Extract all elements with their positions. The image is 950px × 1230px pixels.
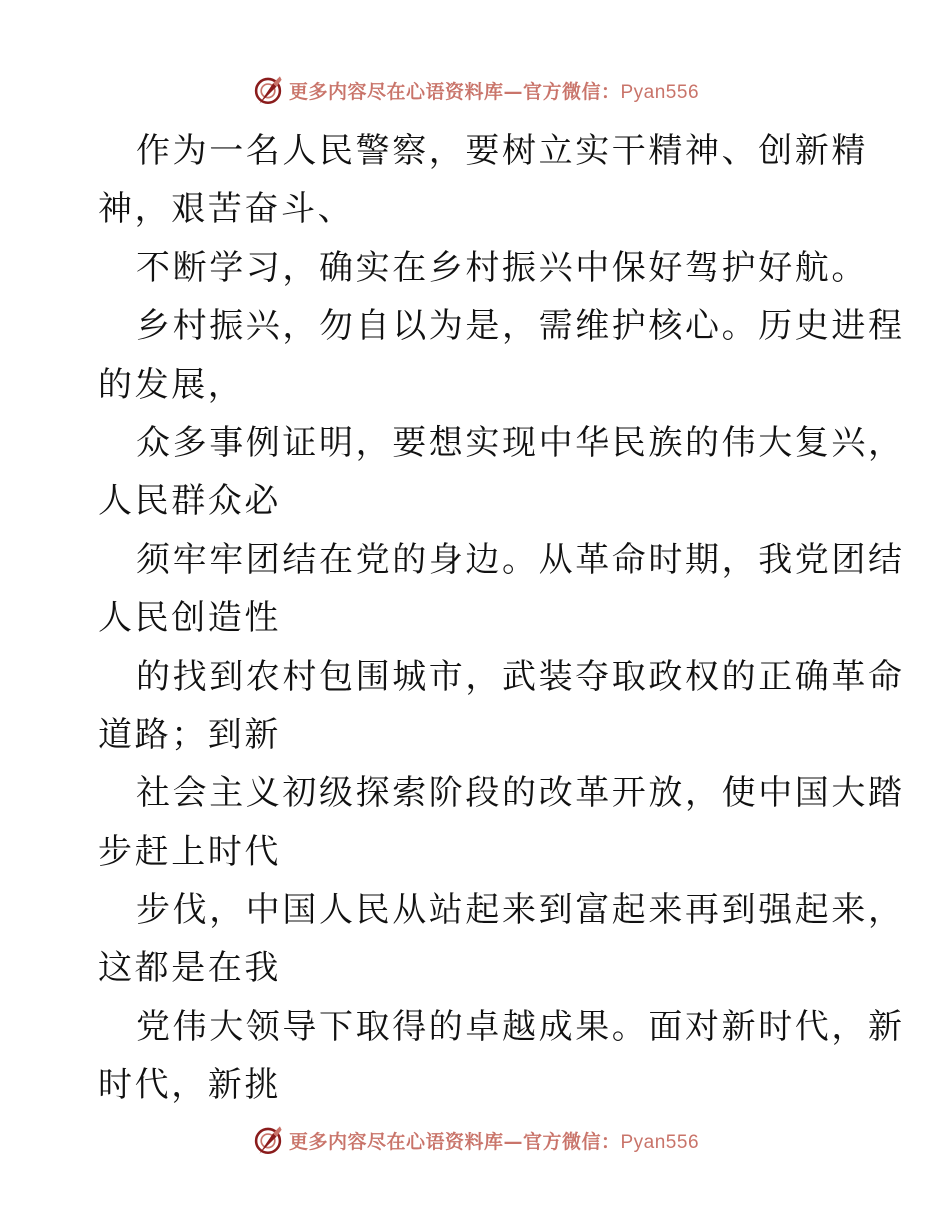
body-line: 乡村振兴，勿自以为是，需维护核心。历史进程 <box>136 306 905 347</box>
body-line: 步伐，中国人民从站起来到富起来再到强起来， <box>136 890 905 931</box>
pen-nib-logo-icon <box>251 1123 285 1157</box>
body-line: 的找到农村包围城市，武装夺取政权的正确革命 <box>136 656 905 697</box>
header-banner <box>0 70 950 110</box>
body-line: 党伟大领导下取得的卓越成果。面对新时代，新 <box>136 1006 905 1047</box>
footer-wechat-handle: Pyan556 <box>620 1131 700 1153</box>
body-line: 的发展， <box>98 364 245 405</box>
document-body <box>98 122 905 1115</box>
body-line: 社会主义初级探索阶段的改革开放，使中国大踏 <box>136 773 905 814</box>
body-line: 时代，新挑 <box>98 1065 281 1106</box>
body-line: 神，艰苦奋斗、 <box>98 189 355 230</box>
header-banner-text: 更多内容尽在心语资料库—官方微信：Pyan556 <box>288 80 700 103</box>
body-line: 人民创造性 <box>98 598 281 639</box>
body-line: 道路；到新 <box>98 714 281 755</box>
pen-nib-logo-icon <box>251 73 285 107</box>
header-wechat-handle: Pyan556 <box>620 81 700 103</box>
body-line: 人民群众必 <box>98 481 281 522</box>
footer-banner-text: 更多内容尽在心语资料库—官方微信：Pyan556 <box>288 1130 700 1153</box>
body-line: 作为一名人民警察，要树立实干精神、创新精 <box>136 131 868 171</box>
body-line: 众多事例证明，要想实现中华民族的伟大复兴， <box>136 422 905 463</box>
body-line: 步赶上时代 <box>98 831 281 872</box>
body-line: 不断学习，确实在乡村振兴中保好驾护好航。 <box>136 247 868 288</box>
footer-banner <box>0 1120 950 1160</box>
body-line: 须牢牢团结在党的身边。从革命时期，我党团结 <box>136 539 905 580</box>
body-line: 这都是在我 <box>98 948 281 989</box>
